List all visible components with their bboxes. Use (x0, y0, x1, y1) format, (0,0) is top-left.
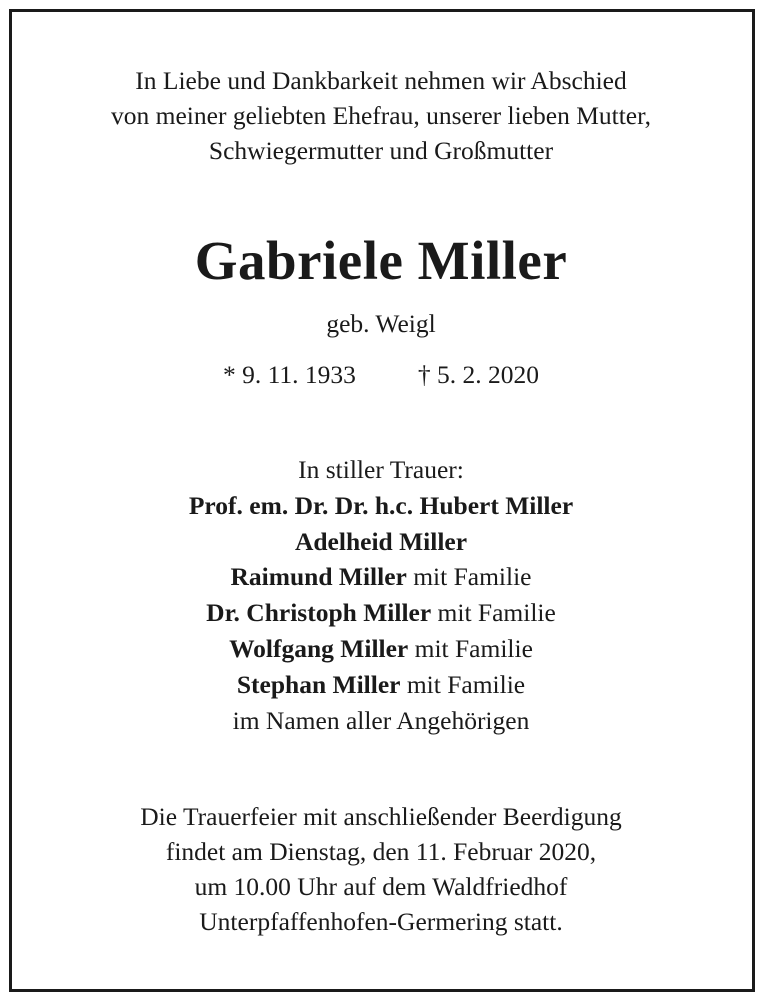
mourner-entry (0, 631, 762, 667)
mourner-entry (0, 667, 762, 703)
ceremony-line: Unterpfaffenhofen-Germering statt. (199, 907, 563, 936)
mourner-suffix: mit Familie (431, 598, 556, 628)
birth-date: * 9. 11. 1933 (222, 360, 356, 389)
mourner-entry (0, 559, 762, 595)
death-date: † 5. 2. 2020 (417, 360, 540, 389)
intro-line: Schwiegermutter und Großmutter (208, 136, 554, 165)
mourner-name: Wolfgang Miller (229, 633, 409, 663)
mourner-entry (0, 488, 762, 524)
intro-text (0, 63, 762, 168)
ceremony-text (0, 799, 762, 939)
ceremony-line: um 10.00 Uhr auf dem Waldfriedhof (194, 872, 568, 901)
maiden-name: geb. Weigl (326, 309, 436, 338)
mourner-entry (0, 524, 762, 560)
mourner-name: Adelheid Miller (294, 526, 468, 556)
life-dates (0, 358, 762, 392)
mourner-suffix: mit Familie (400, 669, 526, 699)
mourner-name: Raimund Miller (230, 562, 407, 592)
deceased-name: Gabriele Miller (194, 230, 568, 291)
mourner-name: Prof. em. Dr. Dr. h.c. Hubert Miller (188, 490, 574, 520)
mourner-name: Dr. Christoph Miller (206, 598, 432, 628)
mourner-entry (0, 595, 762, 631)
mourners-block (0, 452, 762, 738)
ceremony-line: findet am Dienstag, den 11. Februar 2020, (165, 837, 597, 866)
intro-line: In Liebe und Dankbarkeit nehmen wir Abschied (135, 66, 627, 95)
mourners-heading: In stiller Trauer: (298, 455, 464, 484)
ceremony-line: Die Trauerfeier mit anschließender Beerdigung (140, 802, 622, 831)
mourner-name: Stephan Miller (236, 669, 401, 699)
mourner-suffix: mit Familie (408, 633, 533, 663)
mourner-suffix: mit Familie (406, 562, 532, 592)
mourners-closing: im Namen aller Angehörigen (232, 705, 530, 735)
intro-line: von meiner geliebten Ehefrau, unserer lieben Mutter, (111, 101, 651, 130)
